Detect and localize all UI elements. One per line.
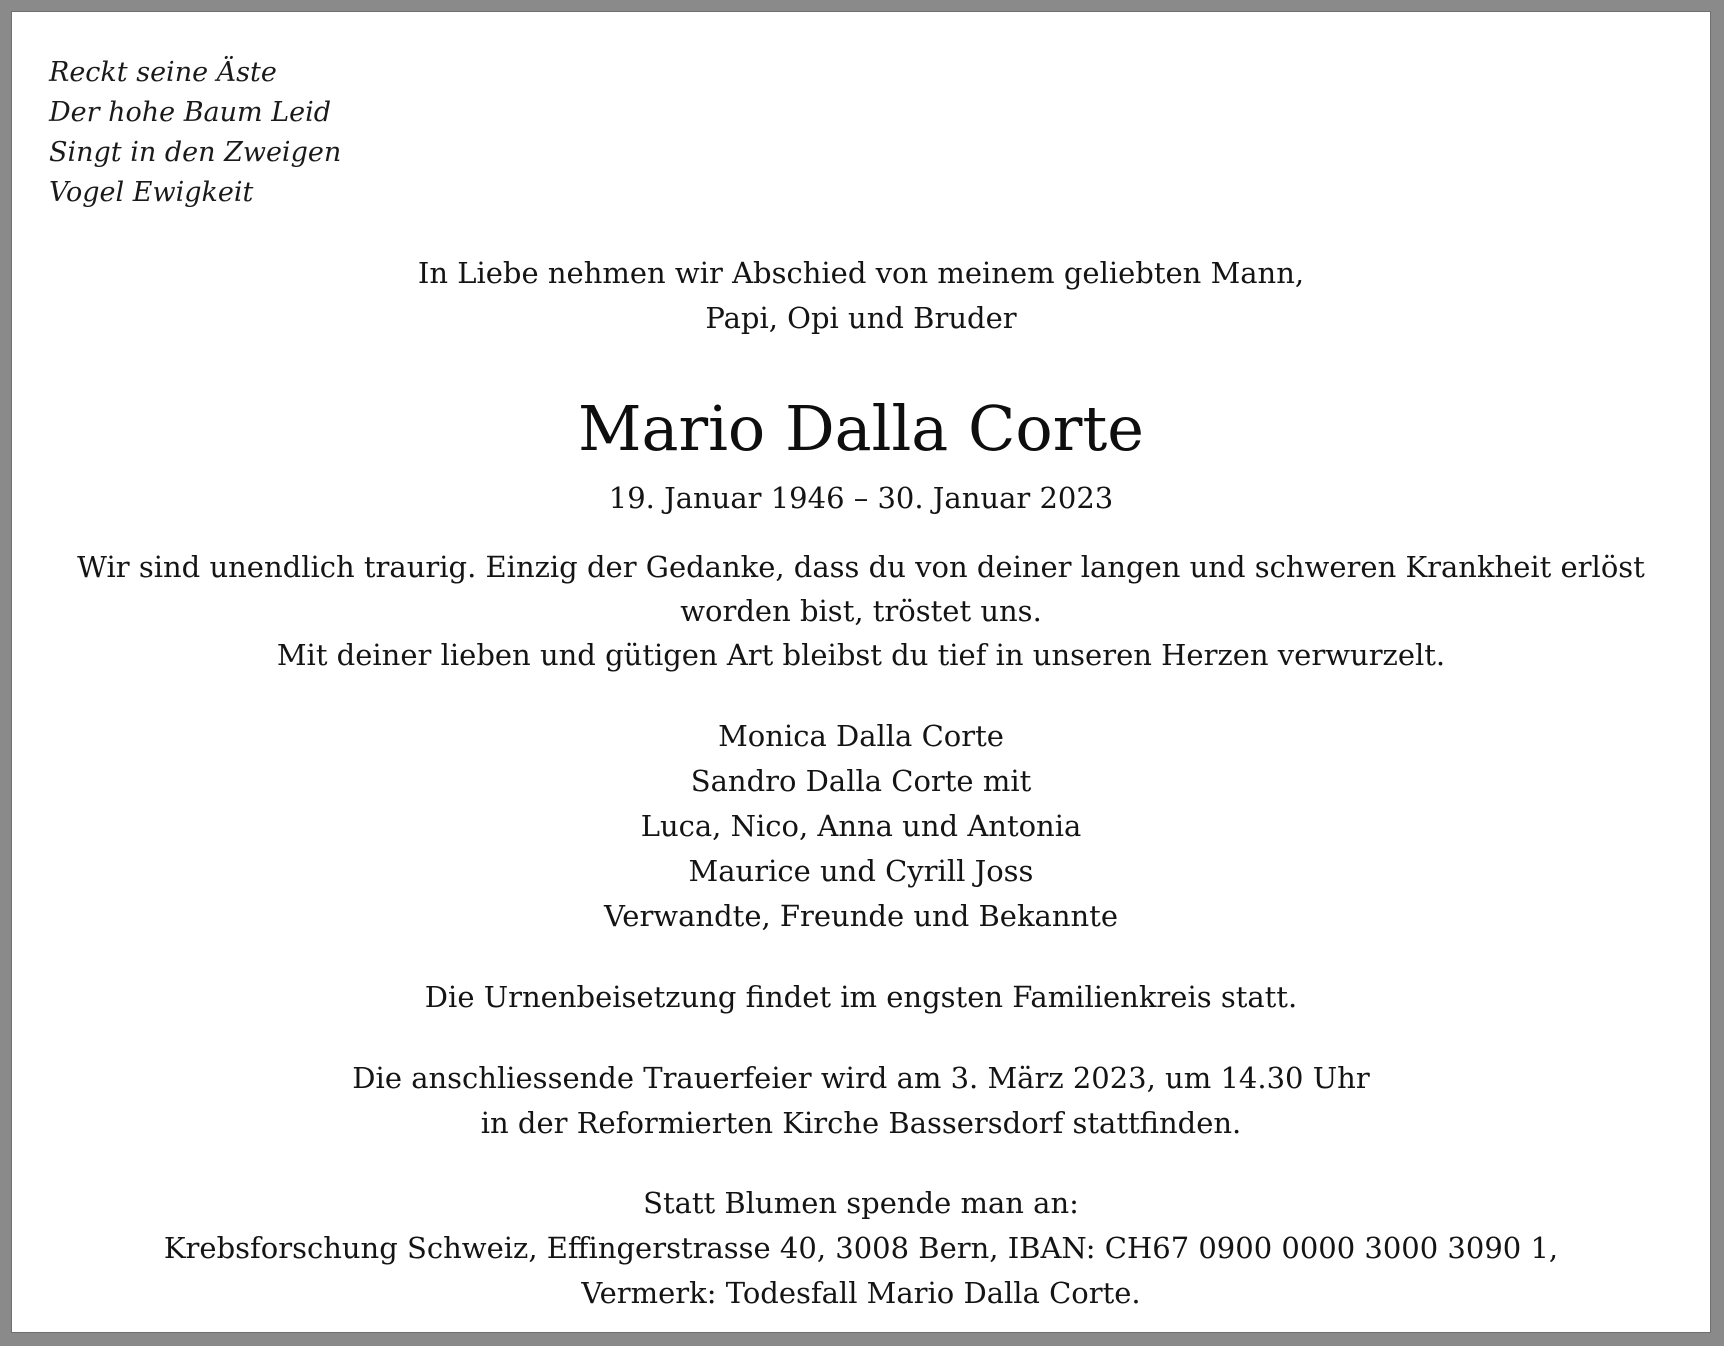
intro-text	[11, 251, 1711, 341]
poem-line: Singt in den Zweigen	[49, 137, 342, 168]
message-line: worden bist, tröstet uns.	[680, 594, 1042, 628]
poem	[49, 53, 341, 213]
poem-line: Reckt seine Äste	[49, 57, 277, 88]
message-line: Mit deiner lieben und gütigen Art bleibst du tief in unseren Herzen verwurzelt.	[276, 638, 1446, 672]
donation-line: Krebsforschung Schweiz, Effingerstrasse 40, 3008 Bern, IBAN: CH67 0900 0000 3000 3090 1,	[163, 1231, 1559, 1265]
intro-line: In Liebe nehmen wir Abschied von meinem geliebten Mann,	[417, 256, 1305, 290]
mourners-list	[11, 714, 1711, 939]
service-notice	[11, 1056, 1711, 1146]
obituary-page	[11, 11, 1711, 1333]
deceased-name: Mario Dalla Corte	[578, 392, 1144, 465]
service-line: Die anschliessende Trauerfeier wird am 3. März 2023, um 14.30 Uhr	[352, 1061, 1370, 1095]
poem-line: Der hohe Baum Leid	[49, 97, 332, 128]
mourner-line: Sandro Dalla Corte mit	[690, 764, 1032, 798]
poem-line: Vogel Ewigkeit	[49, 177, 254, 208]
message-line: Wir sind unendlich traurig. Einzig der Gedanke, dass du von deiner langen und schweren Krankheit erlöst	[77, 550, 1645, 584]
message-text	[11, 545, 1711, 677]
mourner-line: Luca, Nico, Anna und Antonia	[640, 809, 1082, 843]
life-dates: 19. Januar 1946 – 30. Januar 2023	[608, 481, 1114, 515]
burial-notice: Die Urnenbeisetzung findet im engsten Familienkreis statt.	[424, 980, 1298, 1014]
intro-line: Papi, Opi und Bruder	[705, 301, 1017, 335]
donation-notice	[11, 1181, 1711, 1316]
donation-line: Vermerk: Todesfall Mario Dalla Corte.	[581, 1276, 1141, 1310]
donation-line: Statt Blumen spende man an:	[643, 1186, 1079, 1220]
mourner-line: Maurice und Cyrill Joss	[688, 854, 1034, 888]
mourner-line: Monica Dalla Corte	[718, 719, 1004, 753]
mourner-line: Verwandte, Freunde und Bekannte	[604, 899, 1118, 933]
service-line: in der Reformierten Kirche Bassersdorf stattfinden.	[480, 1106, 1242, 1140]
